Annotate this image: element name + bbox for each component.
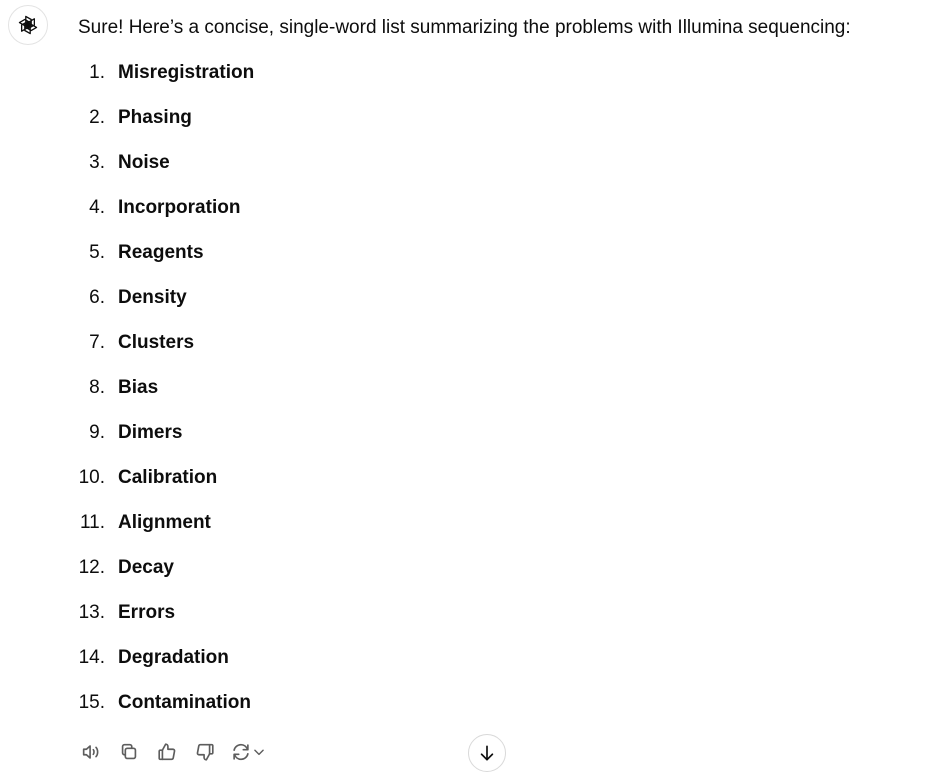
list-item-number: 4.	[89, 197, 105, 218]
list-item-number: 15.	[78, 692, 105, 713]
list-item-number: 12.	[78, 557, 105, 578]
arrow-down-icon	[477, 743, 497, 763]
regenerate-icon	[230, 741, 252, 763]
regenerate-button[interactable]	[230, 739, 266, 765]
thumbs-down-icon	[194, 741, 216, 763]
list-item-number: 3.	[89, 152, 105, 173]
scroll-to-bottom-button[interactable]	[468, 734, 506, 772]
list-item-number: 8.	[89, 377, 105, 398]
list-item-word: Errors	[118, 602, 176, 623]
list-item-word: Calibration	[118, 467, 218, 488]
message-intro: Sure! Here’s a concise, single-word list summarizing the problems with Illumina sequencing:	[78, 17, 851, 38]
list-item	[0, 285, 925, 330]
message-actions	[78, 738, 266, 766]
list-item-word: Dimers	[118, 422, 183, 443]
list-item-number: 13.	[78, 602, 105, 623]
list-item	[0, 375, 925, 420]
list-item	[0, 465, 925, 510]
list-item-word: Phasing	[118, 107, 192, 128]
read-aloud-button[interactable]	[78, 739, 104, 765]
list-item	[0, 195, 925, 240]
list-item	[0, 105, 925, 150]
list-item-word: Decay	[118, 557, 174, 578]
list-item	[0, 690, 925, 735]
list-item-word: Clusters	[118, 332, 195, 353]
thumbs-up-button[interactable]	[154, 739, 180, 765]
list-item	[0, 420, 925, 465]
list-item-word: Reagents	[118, 242, 204, 263]
copy-button[interactable]	[116, 739, 142, 765]
speaker-icon	[80, 741, 102, 763]
list-item-word: Noise	[118, 152, 170, 173]
list-item	[0, 60, 925, 105]
list-item-number: 2.	[89, 107, 105, 128]
list-item-word: Alignment	[118, 512, 211, 533]
list-item-word: Degradation	[118, 647, 229, 668]
list-item	[0, 555, 925, 600]
chevron-down-icon	[252, 745, 266, 759]
list-item	[0, 240, 925, 285]
assistant-avatar	[8, 5, 48, 45]
list-item-number: 6.	[89, 287, 105, 308]
list-item-number: 1.	[89, 62, 105, 83]
list-item-number: 11.	[79, 512, 105, 533]
list-item-word: Misregistration	[118, 62, 255, 83]
assistant-logo-icon	[16, 13, 40, 37]
list-item	[0, 600, 925, 645]
list-item	[0, 510, 925, 555]
list-item-number: 14.	[78, 647, 105, 668]
list-item	[0, 150, 925, 195]
thumbs-up-icon	[156, 741, 178, 763]
list-item-word: Density	[118, 287, 187, 308]
list-item-word: Incorporation	[118, 197, 241, 218]
list-item	[0, 645, 925, 690]
list-item	[0, 330, 925, 375]
problem-list	[0, 60, 925, 735]
list-item-number: 5.	[89, 242, 105, 263]
thumbs-down-button[interactable]	[192, 739, 218, 765]
list-item-number: 10.	[78, 467, 105, 488]
copy-icon	[118, 741, 140, 763]
list-item-number: 7.	[89, 332, 105, 353]
list-item-word: Bias	[118, 377, 159, 398]
list-item-word: Contamination	[118, 692, 251, 713]
list-item-number: 9.	[89, 422, 105, 443]
